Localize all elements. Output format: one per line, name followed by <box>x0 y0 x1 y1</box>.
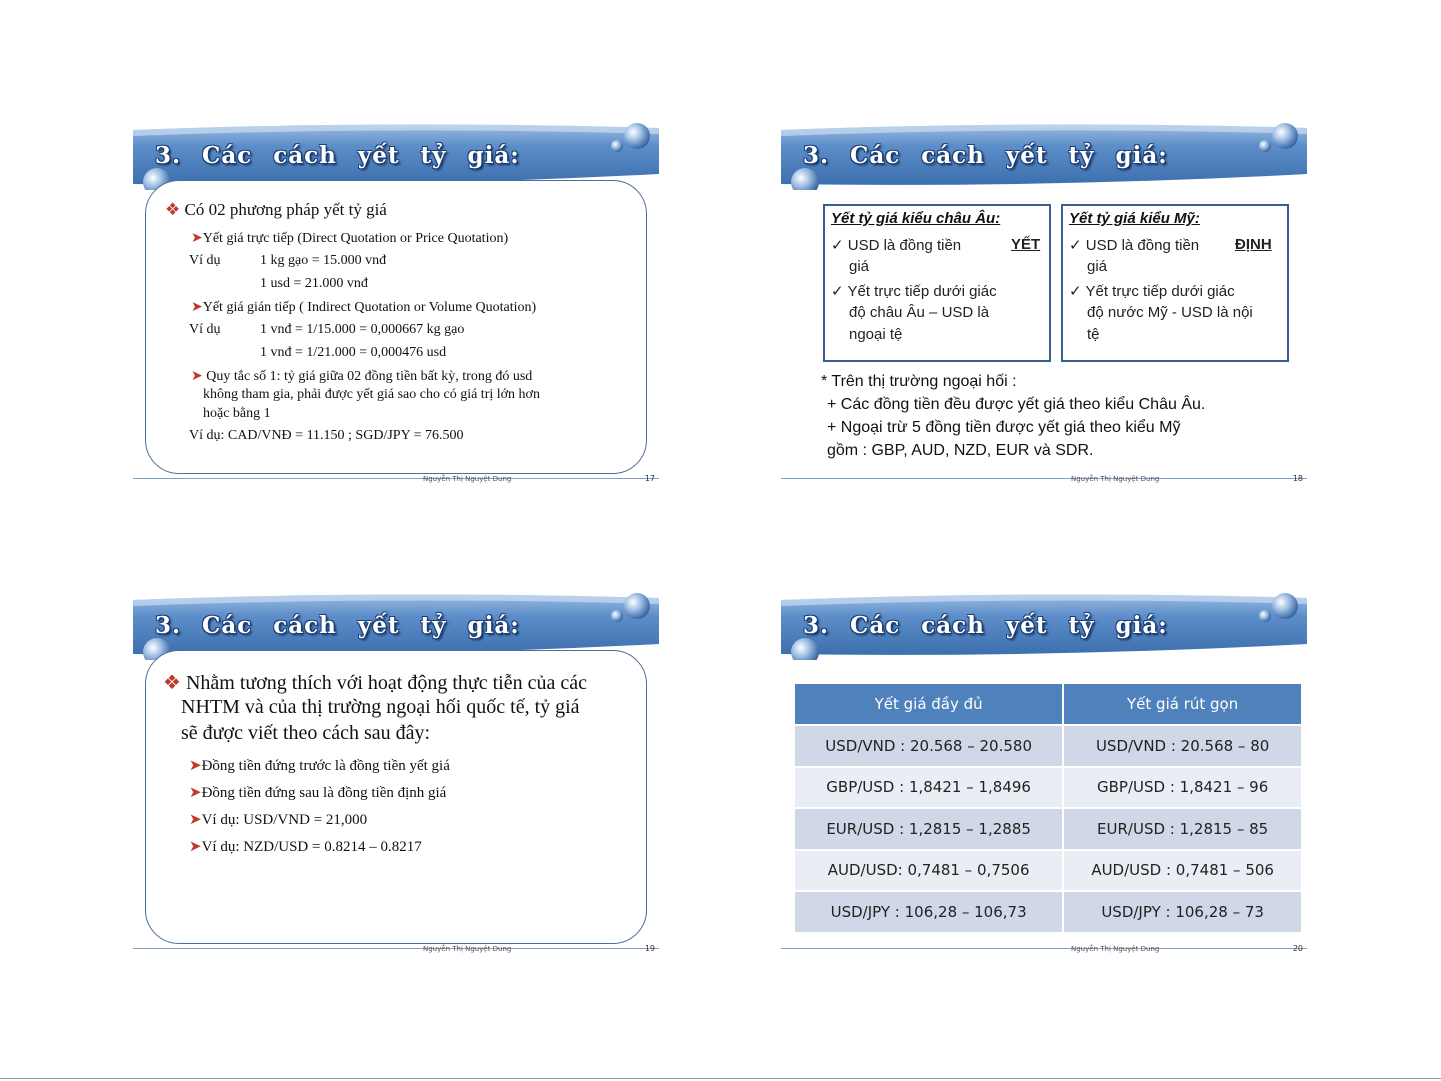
indirect-quotation-line <box>191 299 536 316</box>
table-row <box>795 725 1302 767</box>
example-label: Ví dụ <box>189 253 221 268</box>
direct-example-2: 1 usd = 21.000 vnđ <box>260 276 368 291</box>
page-number: 19 <box>644 944 655 953</box>
american-line-2: giá <box>1087 258 1108 275</box>
quotation-table <box>795 684 1303 932</box>
indirect-example-1: 1 vnđ = 1/15.000 = 0,000667 kg gạo <box>260 322 465 337</box>
arrow-bullet-icon: ➤ <box>189 785 202 801</box>
slide-19 <box>133 592 659 956</box>
table-cell: EUR/USD : 1,2815 – 85 <box>1063 808 1302 850</box>
table-cell: USD/JPY : 106,28 – 106,73 <box>795 891 1063 932</box>
indirect-quotation-text: Yết giá gián tiếp ( Indirect Quotation or Volume Quotation) <box>202 300 537 315</box>
arrow-bullet-icon: ➤ <box>191 231 203 246</box>
point-2-text: Đồng tiền đứng sau là đồng tiền định giá <box>201 785 447 801</box>
slide-title: 3. Các cách yết tỷ giá: <box>155 142 520 169</box>
american-quotation-box <box>1061 204 1289 362</box>
arrow-bullet-icon: ➤ <box>189 758 202 774</box>
slide-title: 3. Các cách yết tỷ giá: <box>155 612 520 639</box>
slide-17 <box>133 122 659 486</box>
column-header-full: Yết giá đầy đủ <box>795 684 1063 725</box>
rule-text-1: Quy tắc số 1: tỷ giá giữa 02 đồng tiền bất kỳ, trong đó usd <box>206 369 533 384</box>
european-line-2: giá <box>849 258 870 275</box>
direct-quotation-text: Yết giá trực tiếp (Direct Quotation or Price Quotation) <box>202 231 509 246</box>
rule-line-2: không tham gia, phải được yết giá sao cho có giá trị lớn hơn <box>203 387 540 402</box>
footer-author: Nguyễn Thị Nguyệt Dung <box>1071 945 1160 953</box>
market-line-1: + Các đồng tiền đều được yết giá theo kiểu Châu Âu. <box>827 396 1206 413</box>
point-2 <box>189 783 446 802</box>
european-keyword: YẾT <box>1011 236 1041 253</box>
page-number: 17 <box>644 474 655 483</box>
slide-title: 3. Các cách yết tỷ giá: <box>803 142 1168 169</box>
american-keyword: ĐỊNH <box>1235 236 1272 253</box>
european-line-1 <box>831 236 961 254</box>
arrow-bullet-icon: ➤ <box>189 812 202 828</box>
table-cell: USD/VND : 20.568 – 80 <box>1063 725 1302 767</box>
table-cell: EUR/USD : 1,2815 – 1,2885 <box>795 808 1063 850</box>
table-row <box>795 767 1302 809</box>
american-line-1 <box>1069 236 1199 254</box>
european-line-4: độ châu Âu – USD là <box>849 304 990 321</box>
slide-20 <box>781 592 1307 956</box>
diamond-bullet-icon: ❖ <box>163 672 186 694</box>
rule-line-3: hoặc bằng 1 <box>203 406 271 421</box>
indirect-example-2: 1 vnđ = 1/21.000 = 0,000476 usd <box>260 345 447 360</box>
direct-quotation-line <box>191 230 508 247</box>
footer-author: Nguyễn Thị Nguyệt Dung <box>423 475 512 483</box>
table-row <box>795 808 1302 850</box>
check-icon: ✓ <box>831 237 848 254</box>
arrow-bullet-icon: ➤ <box>191 300 203 315</box>
intro-line-3: sẽ được viết theo cách sau đây: <box>181 722 431 744</box>
intro-line-2: NHTM và của thị trường ngoại hối quốc tế, tỷ giá <box>181 696 580 718</box>
example-label: Ví dụ <box>189 322 221 337</box>
page-number: 18 <box>1292 474 1303 483</box>
check-icon: ✓ <box>1069 237 1086 254</box>
american-line-3 <box>1069 282 1235 300</box>
footer-line <box>133 478 659 479</box>
intro-line-1 <box>163 670 587 695</box>
american-line-5: tệ <box>1087 326 1100 343</box>
diamond-bullet-icon: ❖ <box>165 200 185 219</box>
rule-example: Ví dụ: CAD/VNĐ = 11.150 ; SGD/JPY = 76.500 <box>189 428 464 443</box>
check-icon: ✓ <box>831 283 848 300</box>
page-bottom-rule <box>0 1078 1441 1079</box>
table-cell: USD/JPY : 106,28 – 73 <box>1063 891 1302 932</box>
arrow-bullet-icon: ➤ <box>191 369 207 384</box>
table-cell: AUD/USD: 0,7481 – 0,7506 <box>795 850 1063 892</box>
european-line-1-text: USD là đồng tiền <box>847 237 962 254</box>
table-cell: USD/VND : 20.568 – 20.580 <box>795 725 1063 767</box>
bullet-line <box>165 200 387 220</box>
european-line-3 <box>831 282 997 300</box>
market-note: * Trên thị trường ngoại hối : <box>821 373 1017 390</box>
market-line-2: + Ngoại trừ 5 đồng tiền được yết giá theo kiểu Mỹ <box>827 419 1181 436</box>
american-line-3-text: Yết trực tiếp dưới giác <box>1085 283 1235 300</box>
table-row <box>795 850 1302 892</box>
point-4 <box>189 837 422 856</box>
footer-author: Nguyễn Thị Nguyệt Dung <box>1071 475 1160 483</box>
rule-line-1 <box>191 368 532 385</box>
point-1-text: Đồng tiền đứng trước là đồng tiền yết giá <box>201 758 450 774</box>
footer-line <box>781 478 1307 479</box>
point-1 <box>189 756 450 775</box>
footer-author: Nguyễn Thị Nguyệt Dung <box>423 945 512 953</box>
slide-18 <box>781 122 1307 486</box>
table-cell: GBP/USD : 1,8421 – 1,8496 <box>795 767 1063 809</box>
american-line-1-text: USD là đồng tiền <box>1085 237 1200 254</box>
table-row <box>795 891 1302 932</box>
european-line-3-text: Yết trực tiếp dưới giác <box>847 283 997 300</box>
page-number: 20 <box>1292 944 1303 953</box>
arrow-bullet-icon: ➤ <box>189 839 202 855</box>
table-header-row <box>795 684 1302 725</box>
footer-line <box>781 948 1307 949</box>
point-3 <box>189 810 367 829</box>
direct-example-1: 1 kg gạo = 15.000 vnđ <box>260 253 387 268</box>
slide-title: 3. Các cách yết tỷ giá: <box>803 612 1168 639</box>
american-box-title: Yết tỷ giá kiểu Mỹ: <box>1069 210 1200 227</box>
european-box-title: Yết tỷ giá kiểu châu Âu: <box>831 210 1001 227</box>
bullet-text: Có 02 phương pháp yết tỷ giá <box>184 200 387 219</box>
point-3-text: Ví dụ: USD/VND = 21,000 <box>201 812 368 828</box>
european-quotation-box <box>823 204 1051 362</box>
european-line-5: ngoại tệ <box>849 326 903 343</box>
table-cell: GBP/USD : 1,8421 – 96 <box>1063 767 1302 809</box>
check-icon: ✓ <box>1069 283 1086 300</box>
footer-line <box>133 948 659 949</box>
intro-text-1: Nhằm tương thích với hoạt động thực tiễn của các <box>185 672 587 694</box>
market-line-3: gồm : GBP, AUD, NZD, EUR và SDR. <box>827 442 1094 459</box>
american-line-4: độ nước Mỹ - USD là nội <box>1087 304 1253 321</box>
table-cell: AUD/USD : 0,7481 – 506 <box>1063 850 1302 892</box>
column-header-short: Yết giá rút gọn <box>1063 684 1302 725</box>
point-4-text: Ví dụ: NZD/USD = 0.8214 – 0.8217 <box>201 839 422 855</box>
